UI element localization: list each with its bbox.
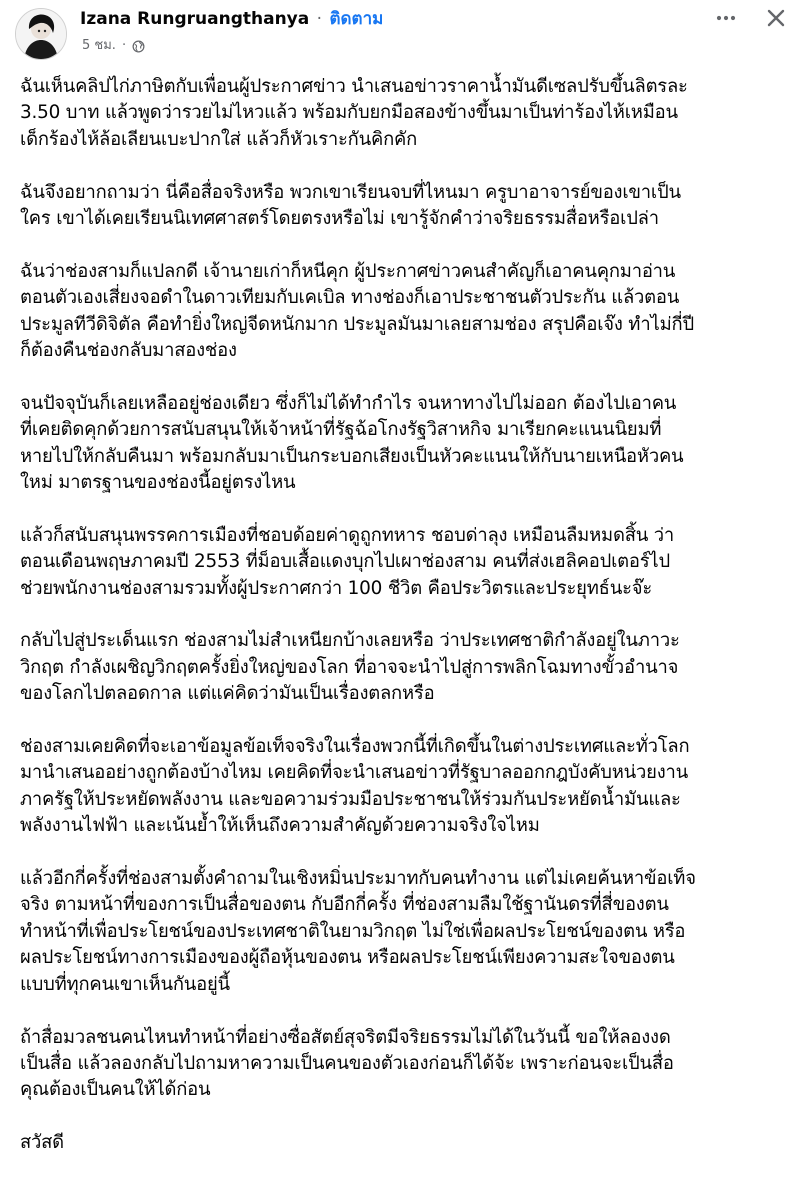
post-text-line: แบบที่ทุกคนเขาเห็นกันอยู่นี้ [20,973,230,995]
post-text-line: ใคร เขาได้เคยเรียนนิเทศศาสตร์โดยตรงหรือไม่ เขารู้จักคำว่าจริยธรรมสื่อหรือเปล่า [20,208,659,230]
post-paragraph [20,866,792,998]
post-text-line: เด็กร้องไห้ล้อเลียนเบะปากใส่ แล้วก็หัวเราะกันคิกคัก [20,128,418,150]
author-line [80,8,383,30]
separator-dot: · [316,9,323,29]
post-text-line: ช่วยพนักงานช่องสามรวมทั้งผู้ประกาศกว่า 100 ชีวิต คือประวิตรและประยุทธ์นะจ๊ะ [20,577,653,599]
post-text-line: ฉันจึงอยากถามว่า นี่คือสื่อจริงหรือ พวกเขาเรียนจบที่ไหนมา ครูบาอาจารย์ของเขาเป็น [20,181,681,203]
close-button[interactable] [762,4,790,32]
post-text-line: 3.50 บาท แล้วพูดว่ารวยไม่ไหวแล้ว พร้อมกับยกมือสองข้างขึ้นมาเป็นท่าร้องไห้เหมือน [20,102,678,124]
author-name[interactable]: Izana Rungruangthanya [80,9,310,29]
post-text-line: สวัสดี [20,1132,64,1154]
post-text-line: แล้วก็สนับสนุนพรรคการเมืองที่ชอบด้อยค่าดูถูกทหาร ชอบด่าลุง เหมือนลืมหมดสิ้น ว่า [20,524,674,546]
post-paragraph [20,1025,792,1104]
post-meta [82,37,145,55]
post-text-line: ที่เคยติดคุกด้วยการสนับสนุนให้เจ้าหน้าที่รัฐฉ้อโกงรัฐวิสาหกิจ มาเรียกคะแนนนิยมที่ [20,419,662,441]
post-text-line: แล้วอีกกี่ครั้งที่ช่องสามตั้งคำถามในเชิงหมิ่นประมาทกับคนทำงาน แต่ไม่เคยค้นหาข้อเท็จ [20,868,696,890]
post-text-line: ตอนตัวเองเสี่ยงจอดำในดาวเทียมกับเคเบิล ทางช่องก็เอาประชาชนตัวประกัน แล้วตอน [20,287,680,309]
close-icon [764,6,788,30]
meta-separator-dot: · [121,38,127,53]
post-header [0,0,804,64]
post-text-line: ก็ต้องคืนช่องกลับมาสองช่อง [20,340,237,362]
post-text-line: ถ้าสื่อมวลชนคนไหนทำหน้าที่อย่างซื่อสัตย์สุจริตมีจริยธรรมไม่ได้ในวันนี้ ขอให้ลองงด [20,1026,671,1048]
post-text-line: จนปัจจุบันก็เลยเหลืออยู่ช่องเดียว ซึ่งก็ไม่ได้ทำกำไร จนหาทางไปไม่ออก ต้องไปเอาคน [20,392,677,414]
post-text-line: จริง ตามหน้าที่ของการเป็นสื่อของตน กับอีกกี่ครั้ง ที่ช่องสามลืมใช้ฐานันดรที่สี่ของตน [20,894,669,916]
globe-icon [132,40,145,53]
more-options-button[interactable] [712,4,740,32]
post-text-line: ฉันว่าช่องสามก็แปลกดี เจ้านายเก่าก็หนีคุก ผู้ประกาศข่าวคนสำคัญก็เอาคนคุกมาอ่าน [20,260,676,282]
post-text-line: ผลประโยชน์ทางการเมืองของผู้ถือหุ้นของตน หรือผลประโยชน์เพียงความสะใจของตน [20,947,675,969]
post-text-line: ประมูลทีวีดิจิตัล คือทำยิ่งใหญ่จีดหนักมาก ประมูลมันมาเลยสามช่อง สรุปคือเจ๊ง ทำไม่กี่ปี [20,313,694,335]
post-text-line: เป็นสื่อ แล้วลองกลับไปถามหาความเป็นคนของตัวเองก่อนก็ได้จ้ะ เพราะก่อนจะเป็นสื่อ [20,1052,674,1074]
post-text-line: หายไปให้กลับคืนมา พร้อมกลับมาเป็นกระบอกเสียงเป็นหัวคะแนนให้กับนายเหนือหัวคน [20,445,684,467]
post-text-line: ตอนเดือนพฤษภาคมปี 2553 ที่ม็อบเสื้อแดงบุกไปเผาช่องสาม คนที่ส่งเฮลิคอปเตอร์ไป [20,551,670,573]
post-paragraph [20,180,792,233]
post-text-line: ทำหน้าที่เพื่อประโยชน์ของประเทศชาติในยามวิกฤต ไม่ใช่เพื่อผลประโยชน์ของตน หรือ [20,920,686,942]
avatar-illustration [16,9,66,59]
post-text-line: มานำเสนออย่างถูกต้องบ้างไหม เคยคิดที่จะนำเสนอข่าวที่รัฐบาลออกกฎบังคับหน่วยงาน [20,762,689,784]
post-text-line: ภาครัฐให้ประหยัดพลังงาน และขอความร่วมมือประชาชนให้ร่วมกันประหยัดน้ำมันและ [20,788,681,810]
post-paragraph [20,734,792,840]
post-text-line: คุณต้องเป็นคนให้ได้ก่อน [20,1079,211,1101]
post-paragraph [20,74,792,153]
post-text-line: พลังงานไฟฟ้า และเน้นย้ำให้เห็นถึงความสำคัญด้วยความจริงใจไหม [20,815,540,837]
more-options-icon [714,6,738,30]
post-paragraph [20,523,792,602]
post-paragraph [20,391,792,497]
post-text-line: ใหม่ มาตรฐานของช่องนี้อยู่ตรงไหน [20,472,296,494]
avatar[interactable] [15,8,67,60]
post-text-line: ช่องสามเคยคิดที่จะเอาข้อมูลข้อเท็จจริงในเรื่องพวกนี้ที่เกิดขึ้นในต่างประเทศและทั่วโลก [20,736,690,758]
post-paragraph [20,628,792,707]
post-text-line: ของโลกไปตลอดกาล แต่แค่คิดว่ามันเป็นเรื่องตลกหรือ [20,683,435,705]
follow-button[interactable]: ติดตาม [329,9,384,29]
post-text-line: ฉันเห็นคลิปไก่ภาษิตกับเพื่อนผู้ประกาศข่าว นำเสนอข่าวราคาน้ำมันดีเซลปรับขึ้นลิตรละ [20,76,688,97]
post-text-line: วิกฤต กำลังเผชิญวิกฤตครั้งยิ่งใหญ่ของโลก ที่อาจจะนำไปสู่การพลิกโฉมทางขั้วอำนาจ [20,656,679,678]
post-text-line: กลับไปสู่ประเด็นแรก ช่องสามไม่สำเหนียกบ้างเลยหรือ ว่าประเทศชาติกำลังอยู่ในภาวะ [20,630,680,652]
post-paragraph [20,259,792,365]
post-body [20,74,792,1183]
post-paragraph [20,1130,792,1156]
post-time[interactable]: 5 ชม. [82,38,116,53]
post-actions [712,4,790,32]
